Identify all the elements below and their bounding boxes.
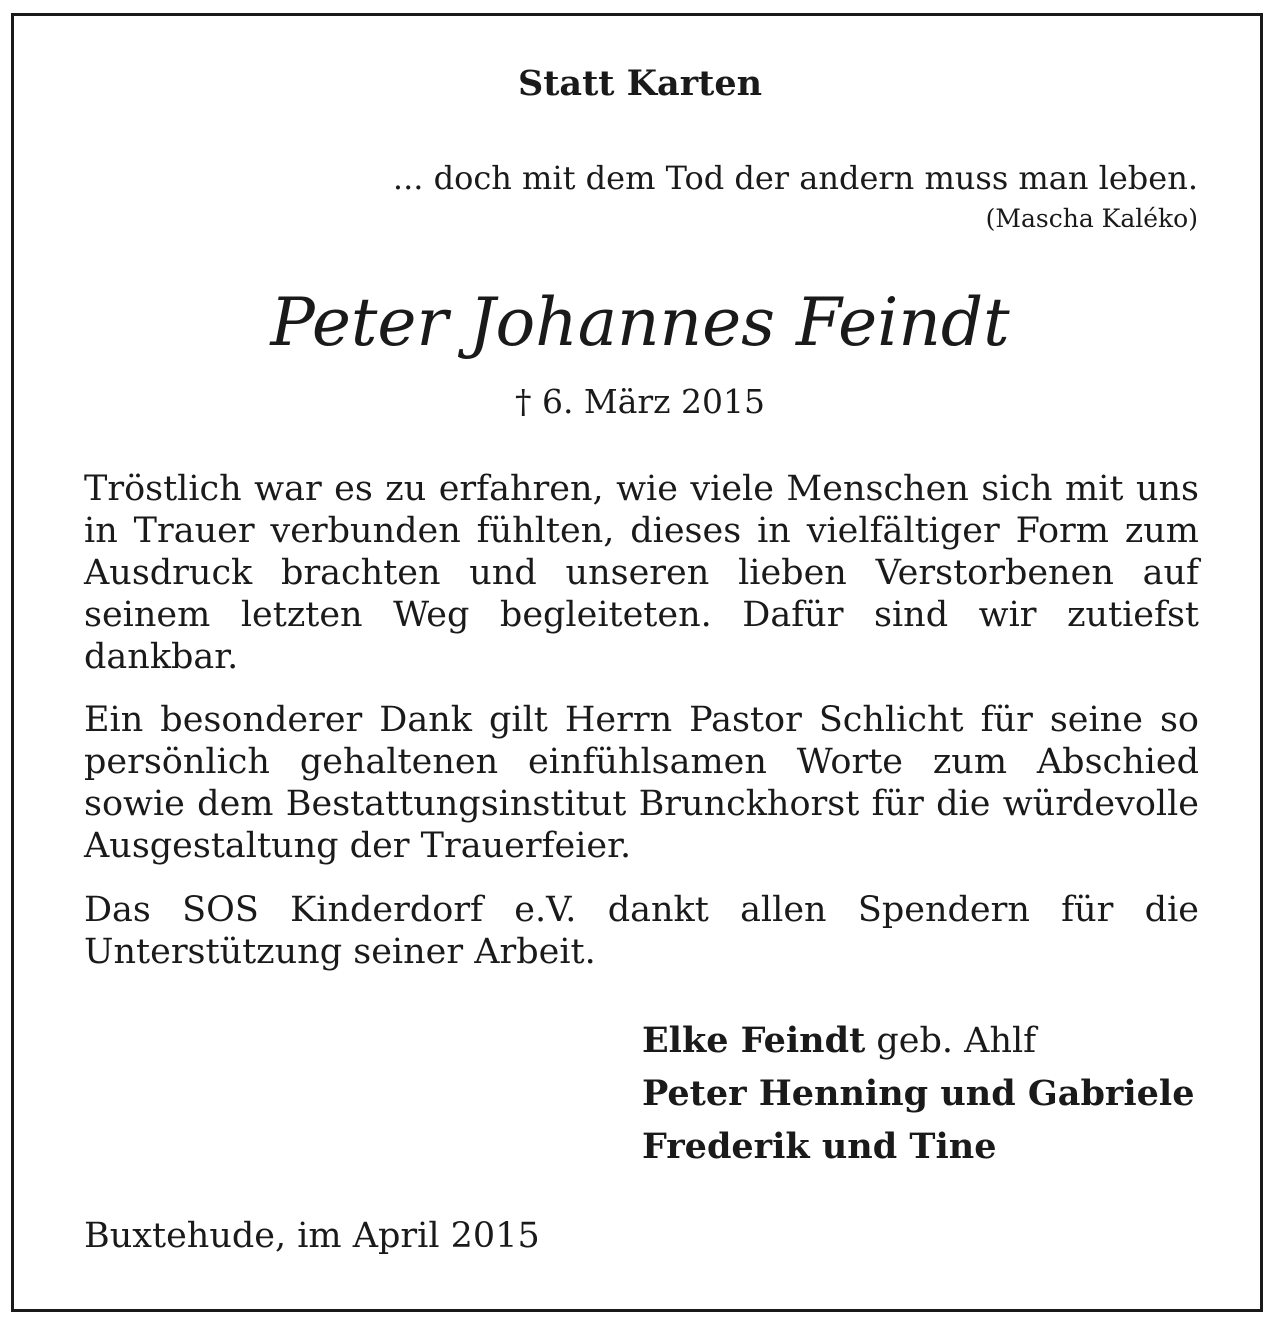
quote-text: ... doch mit dem Tod der andern muss man leben. bbox=[392, 159, 1198, 197]
signature-line-1 bbox=[642, 1019, 1036, 1063]
thanks-paragraph-3: Das SOS Kinderdorf e.V. dankt allen Spendern für die Unterstützung seiner Arbeit. bbox=[84, 890, 1199, 972]
death-date: † 6. März 2015 bbox=[514, 382, 766, 421]
signature-suffix-1: geb. Ahlf bbox=[865, 1021, 1037, 1061]
signature-line-3: Frederik und Tine bbox=[642, 1126, 997, 1167]
quote-author: (Mascha Kaléko) bbox=[985, 204, 1198, 233]
signature-line-2: Peter Henning und Gabriele bbox=[642, 1073, 1195, 1114]
notice-header: Statt Karten bbox=[517, 63, 763, 104]
signature-name-1: Elke Feindt bbox=[642, 1020, 866, 1061]
deceased-name: Peter Johannes Feindt bbox=[270, 284, 1010, 361]
thanks-paragraph-2: Ein besonderer Dank gilt Herrn Pastor Schlicht für seine so persönlich gehaltenen einfühlsamen Worte zum Abschied sowie dem Bestattungsinstitut Brunckhorst für die würdevolle Ausgestaltung der Trauerfeier. bbox=[84, 700, 1199, 866]
place-and-date: Buxtehude, im April 2015 bbox=[84, 1216, 540, 1256]
thanks-paragraph-1: Tröstlich war es zu erfahren, wie viele Menschen sich mit uns in Trauer verbunden fühlten, dieses in vielfältiger Form zum Ausdruck brachten und unseren lieben Verstorbenen auf seinem letzten Weg begleiteten. Dafür sind wir zutiefst dankbar. bbox=[84, 469, 1199, 677]
